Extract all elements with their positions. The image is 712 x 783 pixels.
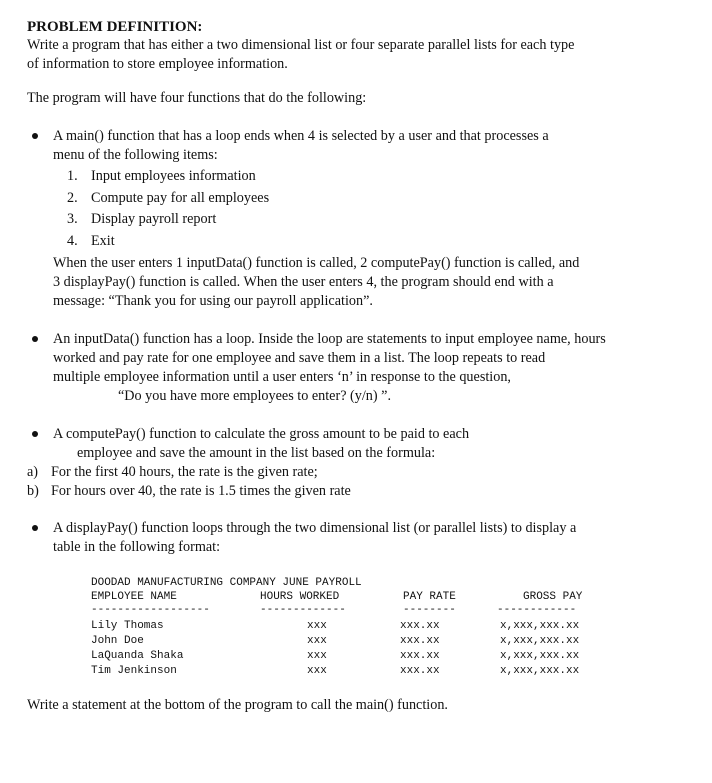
row-hours: xxx (307, 635, 327, 647)
bullet-icon (32, 133, 38, 139)
menu-item (67, 166, 687, 188)
column-header-name: EMPLOYEE NAME (91, 591, 177, 603)
row-rate: xxx.xx (400, 635, 440, 647)
input-function-item (27, 330, 687, 406)
menu-item-label: Input employees information (91, 168, 256, 184)
compute-line: employee and save the amount in the list based on the formula: (77, 445, 436, 461)
main-line: menu of the following items: (53, 147, 218, 163)
bullet-icon (32, 525, 38, 531)
dash-line-hours: ------------- (260, 604, 346, 616)
problem-document (27, 18, 687, 715)
bullet-icon (32, 336, 38, 342)
row-name: LaQuanda Shaka (91, 650, 184, 662)
display-line: table in the following format: (53, 539, 221, 555)
row-gross: x,xxx,xxx.xx (500, 635, 580, 647)
rule-text: For hours over 40, the rate is 1.5 times the given rate (51, 483, 351, 499)
compute-rule (27, 482, 687, 501)
display-function-item (27, 519, 687, 557)
row-gross: x,xxx,xxx.xx (500, 665, 580, 677)
row-name: Lily Thomas (91, 620, 164, 632)
menu-item-label: Exit (91, 232, 115, 249)
menu-item-number: 2. (67, 189, 78, 206)
input-line: multiple employee information until a user enters ‘n’ in response to the question, (53, 369, 511, 385)
main-function-item (27, 127, 687, 311)
menu-item (67, 188, 687, 210)
bullet-icon (32, 431, 38, 437)
dash-line-rate: -------- (403, 604, 456, 616)
row-gross: x,xxx,xxx.xx (500, 650, 580, 662)
rule-text: For the first 40 hours, the rate is the given rate; (51, 464, 318, 480)
intro-paragraph (27, 36, 687, 74)
column-header-hours: HOURS WORKED (260, 591, 340, 603)
compute-rule (27, 463, 687, 482)
rule-letter: a) (27, 464, 39, 480)
menu-item-number: 4. (67, 232, 78, 249)
main-line: A main() function that has a loop ends when 4 is selected by a user and that processes a (53, 128, 549, 144)
column-header-rate: PAY RATE (403, 591, 456, 603)
menu-item-label: Compute pay for all employees (91, 189, 270, 206)
functions-intro: The program will have four functions that do the following: (27, 90, 367, 106)
menu-list (67, 166, 687, 252)
compute-function-item (27, 425, 687, 463)
row-rate: xxx.xx (400, 620, 440, 632)
intro-line: Write a program that has either a two dimensional list or four separate parallel lists for each type (27, 37, 575, 53)
compute-rules (27, 463, 687, 501)
row-hours: xxx (307, 620, 327, 632)
main-description (53, 254, 687, 311)
menu-item-number: 1. (67, 168, 78, 184)
menu-item (67, 231, 687, 253)
rule-letter: b) (27, 483, 39, 499)
input-question: “Do you have more employees to enter? (y/n) ”. (118, 388, 392, 404)
report-heading: DOODAD MANUFACTURING COMPANY JUNE PAYROLL (91, 577, 362, 589)
row-name: Tim Jenkinson (91, 665, 177, 677)
row-gross: x,xxx,xxx.xx (500, 620, 580, 632)
menu-item-number: 3. (67, 211, 78, 227)
compute-line: A computePay() function to calculate the gross amount to be paid to each (53, 426, 470, 442)
row-rate: xxx.xx (400, 665, 440, 677)
payroll-report-sample (27, 576, 687, 676)
row-hours: xxx (307, 665, 327, 677)
menu-item-label: Display payroll report (91, 211, 217, 227)
main-after-line: When the user enters 1 inputData() function is called, 2 computePay() function is called, and (53, 255, 580, 271)
menu-item (67, 209, 687, 231)
dash-line-gross: ------------ (497, 604, 577, 616)
main-after-line: message: “Thank you for using our payroll application”. (53, 293, 373, 309)
display-line: A displayPay() function loops through the two dimensional list (or parallel lists) to display a (53, 520, 577, 536)
row-hours: xxx (307, 650, 327, 662)
page-title: PROBLEM DEFINITION: (27, 19, 203, 35)
input-line: An inputData() function has a loop. Inside the loop are statements to input employee name, hours (53, 331, 606, 347)
input-line: worked and pay rate for one employee and save them in a list. The loop repeats to read (53, 350, 546, 366)
intro-line: of information to store employee information. (27, 56, 288, 72)
dash-line-name: ------------------ (91, 604, 210, 616)
column-header-gross: GROSS PAY (523, 591, 583, 603)
row-name: John Doe (91, 635, 144, 647)
main-after-line: 3 displayPay() function is called. When the user enters 4, the program should end with a (53, 274, 554, 290)
final-statement: Write a statement at the bottom of the program to call the main() function. (27, 697, 448, 713)
row-rate: xxx.xx (400, 650, 440, 662)
